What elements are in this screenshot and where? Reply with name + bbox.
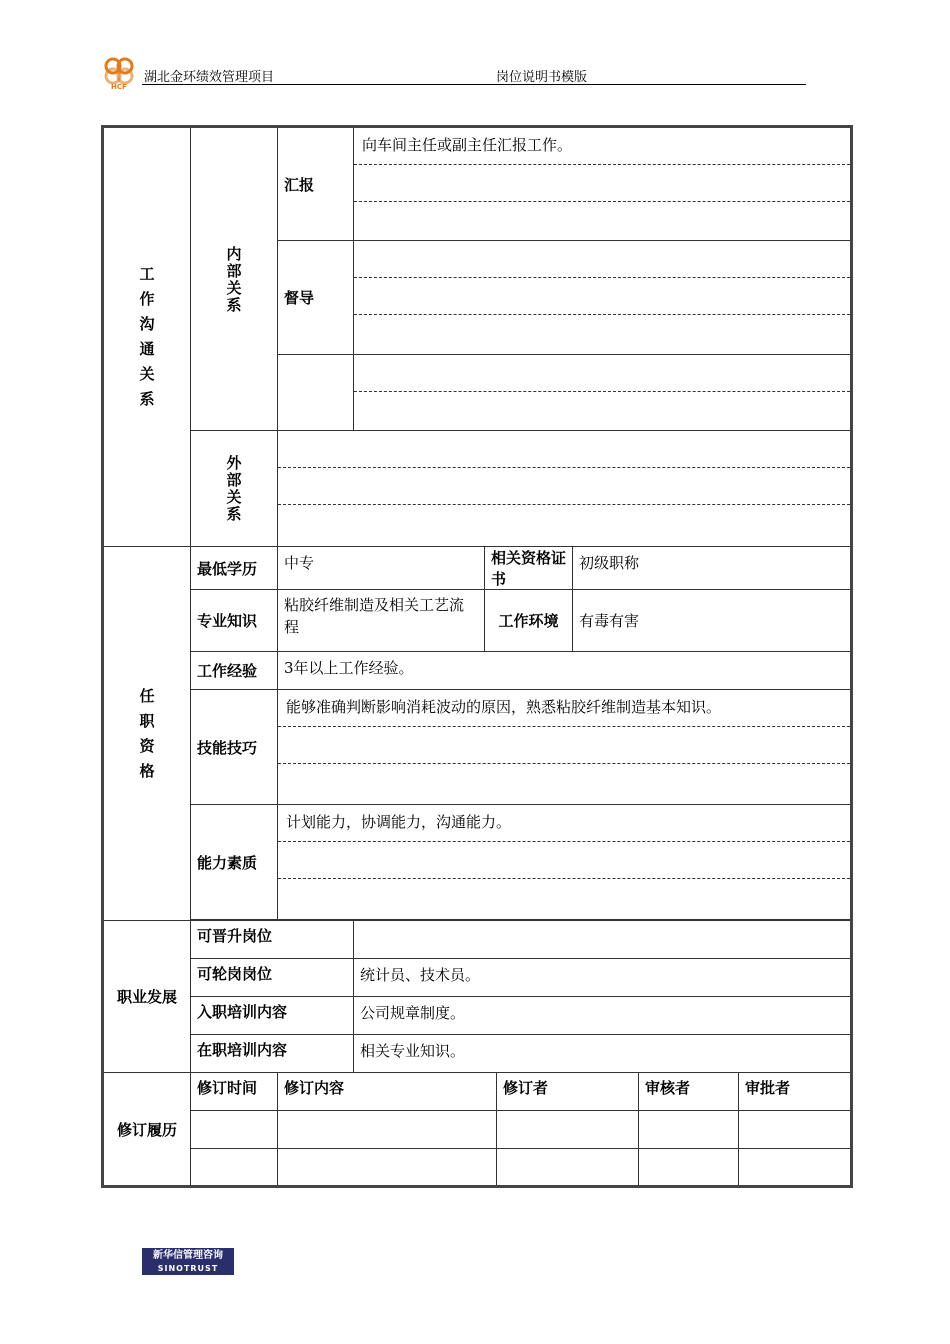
revision-cell[interactable] xyxy=(191,1111,278,1149)
hcf-logo-icon xyxy=(100,54,140,90)
external-line-2 xyxy=(278,468,850,505)
revision-col-content: 修订内容 xyxy=(278,1073,497,1111)
skills-label: 技能技巧 xyxy=(191,690,278,805)
experience-label: 工作经验 xyxy=(191,652,278,690)
onjob-training-label: 在职培训内容 xyxy=(191,1035,354,1073)
rotation-value[interactable]: 统计员、技术员。 xyxy=(354,959,852,997)
ability-label: 能力素质 xyxy=(191,805,278,920)
external-line-3 xyxy=(278,505,850,542)
experience-value[interactable]: 3年以上工作经验。 xyxy=(278,652,852,690)
onjob-training-value[interactable]: 相关专业知识。 xyxy=(354,1035,852,1073)
report-field[interactable] xyxy=(354,127,852,241)
revision-col-reviser: 修订者 xyxy=(497,1073,639,1111)
svg-text:HCF: HCF xyxy=(111,83,127,90)
min-education-label: 最低学历 xyxy=(191,547,278,590)
revision-cell[interactable] xyxy=(639,1111,739,1149)
qualification-section-label: 任 职 资 格 xyxy=(103,547,191,921)
communication-section-label: 工 作 沟 通 关 系 xyxy=(103,127,191,547)
supervise-field[interactable] xyxy=(354,241,852,355)
knowledge-value[interactable]: 粘胶纤维制造及相关工艺流程 xyxy=(278,590,485,652)
revision-cell[interactable] xyxy=(191,1149,278,1187)
document-title: 岗位说明书模版 xyxy=(496,70,588,85)
onboard-training-label: 入职培训内容 xyxy=(191,997,354,1035)
promotion-value[interactable] xyxy=(354,921,852,959)
supervise-line-3 xyxy=(354,315,850,352)
revision-cell[interactable] xyxy=(497,1111,639,1149)
revision-col-approver: 审批者 xyxy=(739,1073,852,1111)
report-line-3 xyxy=(354,202,850,239)
page-header xyxy=(100,52,808,88)
knowledge-label: 专业知识 xyxy=(191,590,278,652)
internal-extra-field[interactable] xyxy=(354,355,852,431)
ability-line-2 xyxy=(278,842,850,879)
internal-extra-line-1 xyxy=(354,355,850,392)
supervise-line-1 xyxy=(354,241,850,278)
report-line-2 xyxy=(354,165,850,202)
ability-field[interactable] xyxy=(278,805,852,920)
certificate-label: 相关资格证书 xyxy=(485,547,573,590)
skills-line-1: 能够准确判断影响消耗波动的原因，熟悉粘胶纤维制造基本知识。 xyxy=(278,690,850,727)
internal-extra-label xyxy=(278,355,354,431)
skills-field[interactable] xyxy=(278,690,852,805)
revision-cell[interactable] xyxy=(739,1149,852,1187)
project-name: 湖北金环绩效管理项目 xyxy=(144,70,275,85)
header-rule xyxy=(142,84,806,85)
report-label: 汇报 xyxy=(278,127,354,241)
supervise-line-2 xyxy=(354,278,850,315)
skills-line-2 xyxy=(278,727,850,764)
environment-value[interactable]: 有毒有害 xyxy=(573,590,852,652)
revision-cell[interactable] xyxy=(278,1149,497,1187)
min-education-value[interactable]: 中专 xyxy=(278,547,485,590)
career-section-label: 职业发展 xyxy=(103,921,191,1073)
onboard-training-value[interactable]: 公司规章制度。 xyxy=(354,997,852,1035)
report-line-1: 向车间主任或副主任汇报工作。 xyxy=(354,128,850,165)
internal-extra-line-2 xyxy=(354,392,850,429)
internal-relations-label: 内 部 关 系 xyxy=(191,127,278,431)
revision-col-time: 修订时间 xyxy=(191,1073,278,1111)
supervise-label: 督导 xyxy=(278,241,354,355)
external-relations-label: 外 部 关 系 xyxy=(191,431,278,547)
skills-line-3 xyxy=(278,764,850,801)
revision-cell[interactable] xyxy=(739,1111,852,1149)
ability-line-3 xyxy=(278,879,850,916)
external-field[interactable] xyxy=(278,431,852,547)
revision-cell[interactable] xyxy=(639,1149,739,1187)
sinotrust-logo: 新华信管理咨询 SINOTRUST xyxy=(142,1248,234,1275)
certificate-value[interactable]: 初级职称 xyxy=(573,547,852,590)
ability-line-1: 计划能力，协调能力，沟通能力。 xyxy=(278,805,850,842)
job-description-form xyxy=(101,125,853,1188)
environment-label: 工作环境 xyxy=(485,590,573,652)
revision-section-label: 修订履历 xyxy=(103,1073,191,1187)
external-line-1 xyxy=(278,431,850,468)
revision-cell[interactable] xyxy=(278,1111,497,1149)
rotation-label: 可轮岗岗位 xyxy=(191,959,354,997)
promotion-label: 可晋升岗位 xyxy=(191,921,354,959)
revision-cell[interactable] xyxy=(497,1149,639,1187)
revision-col-reviewer: 审核者 xyxy=(639,1073,739,1111)
